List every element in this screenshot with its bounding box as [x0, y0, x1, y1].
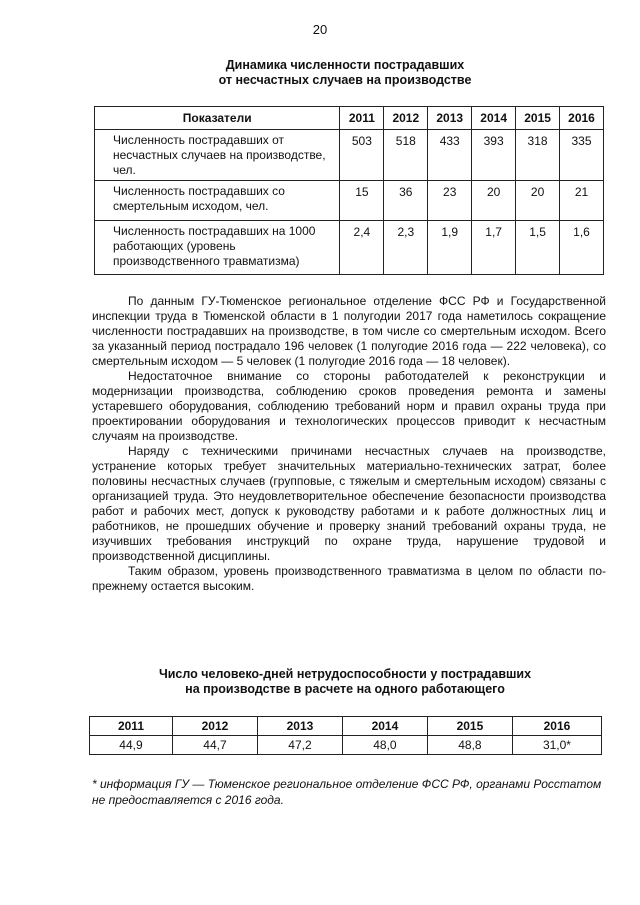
table-cell: 23 [428, 181, 472, 221]
table-cell: 36 [384, 181, 428, 221]
column-header-year: 2013 [428, 107, 472, 130]
paragraph: Таким образом, уровень производственного травматизма в целом по области по-прежнему остается высоким. [92, 564, 606, 593]
column-header-year: 2014 [342, 717, 427, 736]
table-row [90, 736, 602, 755]
table-cell: 1,7 [472, 221, 516, 275]
table-cell: 2,3 [384, 221, 428, 275]
table-cell: 44,7 [172, 736, 257, 755]
table-row [95, 221, 604, 275]
table-row [95, 181, 604, 221]
table-cell: 503 [340, 130, 384, 181]
table-header-row [95, 107, 604, 130]
table-cell: 433 [428, 130, 472, 181]
column-header-year: 2014 [472, 107, 516, 130]
table-cell: 20 [472, 181, 516, 221]
table-cell: 31,0* [512, 736, 601, 755]
table-cell: 518 [384, 130, 428, 181]
paragraph: Недостаточное внимание со стороны работодателей к реконструкции и модернизации производства, соблюдению сроков проведения ремонта и замены устаревшего оборудования, соблюдению требований норм и правил охраны труда при проектировании оборудования и технологических процессов приводит к несчастным случаям на производстве. [92, 369, 606, 443]
row-label: Численность пострадавших со смертельным исходом, чел. [95, 181, 340, 221]
paragraph: По данным ГУ-Тюменское региональное отделение ФСС РФ и Государственной инспекции труда в Тюменской области в 1 полугодии 2017 года наметилось сокращение численности пострадавших на производстве, в том числе со смертельным исходом. Всего за указанный период пострадало 196 человек (1 полугодие 2016 года — 222 человека), со смертельным исходом — 5 человек (1 полугодие 2016 года — 18 человек). [92, 294, 606, 368]
row-label: Численность пострадавших на 1000 работающих (уровень производственного травматизма) [95, 221, 340, 275]
table-header-row [90, 717, 602, 736]
table-cell: 393 [472, 130, 516, 181]
table-cell: 21 [560, 181, 604, 221]
table2-title-line2: на производстве в расчете на одного работающего [185, 682, 505, 696]
table-cell: 1,5 [516, 221, 560, 275]
row-label: Численность пострадавших от несчастных случаев на производстве, чел. [95, 130, 340, 181]
table-cell: 335 [560, 130, 604, 181]
footnote: * информация ГУ — Тюменское региональное отделение ФСС РФ, органами Росстатом не предоставляется с 2016 года. [92, 777, 602, 807]
column-header-year: 2016 [560, 107, 604, 130]
table-cell: 47,2 [257, 736, 342, 755]
table-cell: 48,8 [427, 736, 512, 755]
column-header-year: 2011 [340, 107, 384, 130]
table2-title-line1: Число человеко-дней нетрудоспособности у пострадавших [158, 667, 532, 681]
table-cell: 48,0 [342, 736, 427, 755]
body-text [92, 294, 606, 594]
column-header-year: 2015 [516, 107, 560, 130]
table1-title-line1: Динамика численности пострадавших [225, 58, 465, 72]
injury-dynamics-table [94, 106, 604, 275]
table1-title [25, 58, 640, 88]
column-header-year: 2015 [427, 717, 512, 736]
table-cell: 318 [516, 130, 560, 181]
disability-days-table [89, 716, 602, 755]
column-header-year: 2011 [90, 717, 173, 736]
page-number: 20 [312, 22, 328, 37]
table-cell: 1,6 [560, 221, 604, 275]
column-header-indicators: Показатели [95, 107, 340, 130]
column-header-year: 2013 [257, 717, 342, 736]
table-row [95, 130, 604, 181]
table-cell: 44,9 [90, 736, 173, 755]
column-header-year: 2016 [512, 717, 601, 736]
table1-title-line2: от несчастных случаев на производстве [218, 73, 472, 87]
paragraph: Наряду с техническими причинами несчастных случаев на производстве, устранение которых требует значительных материально-технических затрат, более половины несчастных случаев (групповые, с тяжелым и смертельным исходом) связаны с организацией труда. Это неудовлетворительное обеспечение безопасности производства работ и рабочих мест, допуск к руководству работами и к работе должностных лиц и работников, не прошедших обучение и проверку знаний требований охраны труда, не изучивших требования инструкций по охране труда, нарушение трудовой и производственной дисциплины. [92, 444, 606, 563]
column-header-year: 2012 [172, 717, 257, 736]
table2-title [25, 667, 640, 697]
column-header-year: 2012 [384, 107, 428, 130]
table-cell: 15 [340, 181, 384, 221]
table-cell: 20 [516, 181, 560, 221]
table-cell: 2,4 [340, 221, 384, 275]
table-cell: 1,9 [428, 221, 472, 275]
